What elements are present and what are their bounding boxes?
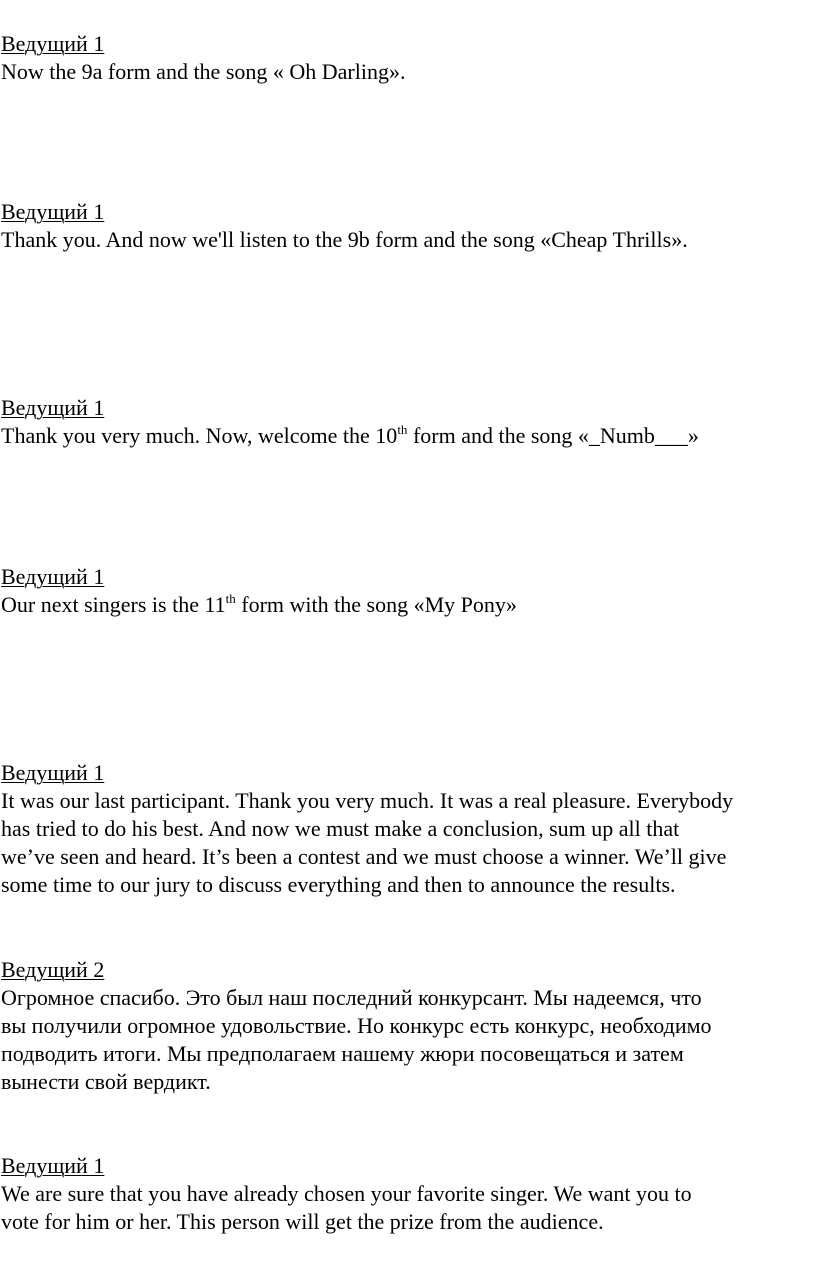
dialogue-line (1, 422, 815, 450)
line-text-before: Thank you very much. Now, welcome the 10 (1, 423, 398, 448)
speaker-label: Ведущий 1 (1, 1153, 105, 1178)
speaker-label: Ведущий 1 (1, 564, 105, 589)
ordinal-suffix: th (225, 591, 236, 606)
speaker-label: Ведущий 1 (1, 395, 105, 420)
line-text-after: form and the song «_Numb___» (407, 423, 699, 448)
dialogue-block-2 (1, 198, 815, 254)
paragraph-line: We are sure that you have already chosen your favorite singer. We want you to (1, 1181, 692, 1206)
paragraph-line: подводить итоги. Мы предполагаем нашему жюри посовещаться и затем (1, 1041, 684, 1066)
paragraph-line: has tried to do his best. And now we must make a conclusion, sum up all that (1, 816, 680, 841)
paragraph-line: some time to our jury to discuss everything and then to announce the results. (1, 872, 676, 897)
dialogue-line: Now the 9a form and the song « Oh Darling». (1, 59, 406, 84)
paragraph-line: vote for him or her. This person will get the prize from the audience. (1, 1209, 604, 1234)
paragraph-line: вынести свой вердикт. (1, 1069, 211, 1094)
speaker-label: Ведущий 1 (1, 760, 105, 785)
dialogue-block-5 (1, 759, 815, 899)
dialogue-block-6 (1, 956, 815, 1096)
line-text-after: form with the song «My Pony» (235, 592, 517, 617)
dialogue-block-3 (1, 394, 815, 450)
paragraph-line: Огромное спасибо. Это был наш последний конкурсант. Мы надеемся, что (1, 985, 702, 1010)
speaker-label: Ведущий 1 (1, 31, 105, 56)
ordinal-suffix: th (397, 422, 408, 437)
dialogue-block-4 (1, 563, 815, 619)
dialogue-line (1, 591, 815, 619)
dialogue-block-1 (1, 30, 815, 86)
speaker-label: Ведущий 2 (1, 957, 105, 982)
line-text-before: Our next singers is the 11 (1, 592, 226, 617)
paragraph-line: we’ve seen and heard. It’s been a contest and we must choose a winner. We’ll give (1, 844, 727, 869)
dialogue-line: Thank you. And now we'll listen to the 9b form and the song «Cheap Thrills». (1, 227, 688, 252)
paragraph-line: вы получили огромное удовольствие. Но конкурс есть конкурс, необходимо (1, 1013, 712, 1038)
speaker-label: Ведущий 1 (1, 199, 105, 224)
paragraph-line: It was our last participant. Thank you very much. It was a real pleasure. Everybody (1, 788, 734, 813)
dialogue-block-7 (1, 1152, 815, 1236)
